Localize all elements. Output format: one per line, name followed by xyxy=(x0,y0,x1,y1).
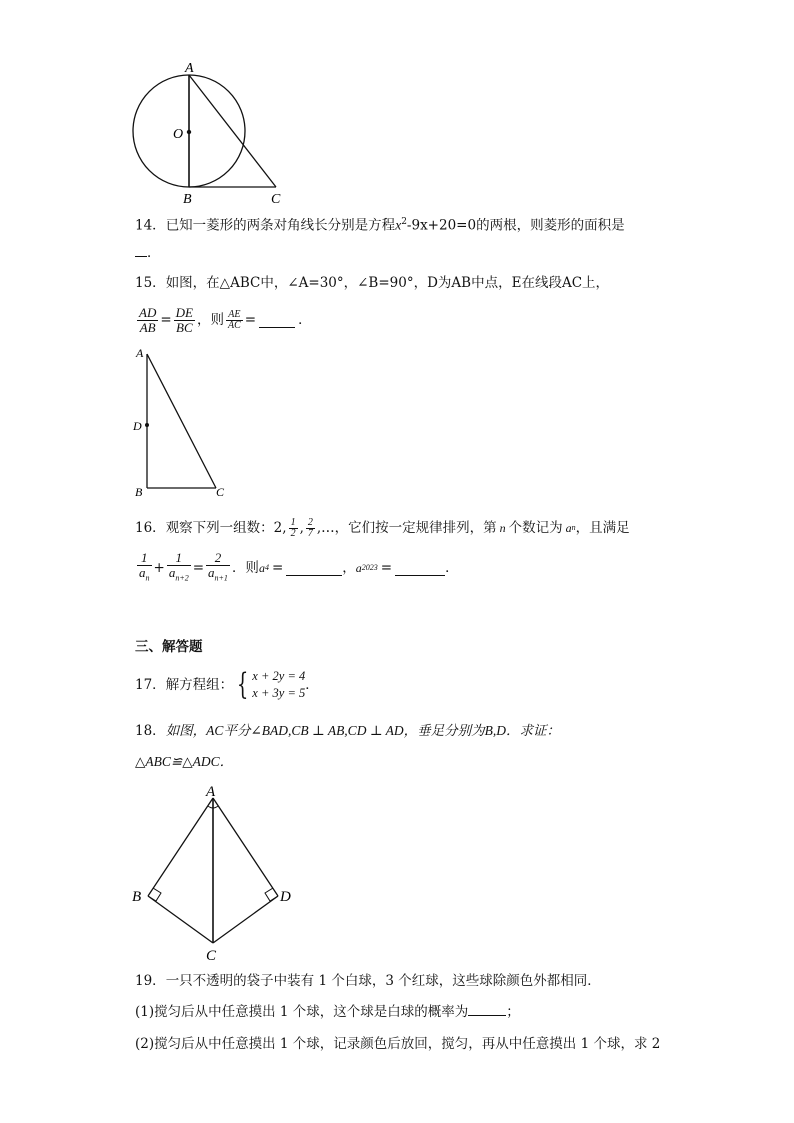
question-17 xyxy=(135,665,319,705)
q15-eq1: = xyxy=(160,312,172,328)
right-angle-b xyxy=(148,888,161,901)
q16-frac-1-an2: $\frac{1}{a_{n+2}}$ xyxy=(168,549,189,583)
q17-end: ． xyxy=(305,677,319,693)
q15-end: ． xyxy=(298,312,312,328)
side-ab xyxy=(148,798,213,896)
q15-eq2: = xyxy=(244,312,257,328)
label-b: B xyxy=(135,485,143,499)
q16-a-sub: n xyxy=(571,523,576,532)
q16-frac-1-2: $\frac{1}{2}$ xyxy=(290,516,296,539)
q16-eq: = xyxy=(192,560,205,576)
q17-eq1: x + 2y = 4 xyxy=(252,669,306,683)
q14-eq-rest: -9x+20=0 xyxy=(406,217,477,234)
q19-text: 一只不透明的袋子中装有 1 个白球，3 个红球，这些球除颜色外都相同． xyxy=(165,973,601,989)
q16-then: ．则 xyxy=(231,560,259,576)
q19-p1: (1)搅匀后从中任意摸出 1 个球，这个球是白球的概率为 xyxy=(135,1004,469,1020)
q14-eq-exp: 2 xyxy=(401,217,407,227)
side-dc xyxy=(213,896,278,943)
segment-ac xyxy=(189,75,276,187)
q16-ellipsis: ,… xyxy=(316,520,335,536)
side-bc xyxy=(148,896,213,943)
label-c: C xyxy=(216,485,225,499)
q19-part1 xyxy=(135,1001,520,1022)
q14-end: ． xyxy=(147,245,161,261)
q16-eqs: = xyxy=(271,560,284,576)
label-d: D xyxy=(133,419,142,433)
q16-frac-2-an1: $\frac{2}{a_{n+1}}$ xyxy=(208,549,228,583)
q14-text2: 的两根，则菱形的面积是 xyxy=(476,217,625,234)
question-18 xyxy=(135,721,560,741)
q16-end: ． xyxy=(445,560,459,576)
q18-number: 18． xyxy=(135,723,166,739)
q16-n: n xyxy=(499,521,506,535)
q16-relation-line xyxy=(135,548,459,588)
q16-text2: ，它们按一定规律排列，第 xyxy=(334,520,497,536)
q15-equation-line xyxy=(135,302,312,338)
q19-blank[interactable] xyxy=(468,1001,506,1016)
q14-answer-line xyxy=(135,242,161,263)
label-a: A xyxy=(136,346,144,360)
label-b: B xyxy=(132,889,142,905)
q17-brace: { xyxy=(237,667,249,702)
q16-frac-2-7: $\frac{2}{7}$ xyxy=(307,516,313,539)
triangle-figure xyxy=(128,344,238,500)
q18-line2: △ABC≌△ADC． xyxy=(135,754,234,769)
q16-blank-a2023[interactable] xyxy=(395,561,445,576)
q16-a2023: a xyxy=(355,561,362,575)
point-d xyxy=(145,423,149,427)
q16-text1: 观察下列一组数：2, xyxy=(165,520,287,536)
q16-text4: ，且满足 xyxy=(575,520,630,536)
label-a: A xyxy=(185,61,194,76)
q19-number: 19． xyxy=(135,973,166,989)
q16-a4-sub: 4 xyxy=(264,563,269,572)
q14-eq-x: x xyxy=(395,217,402,233)
label-c: C xyxy=(271,192,281,207)
q16-a2023-sub: 2023 xyxy=(361,563,378,572)
label-a: A xyxy=(206,784,216,800)
q17-text: 解方程组： xyxy=(165,677,234,693)
q16-sep: ， xyxy=(342,560,356,576)
q16-a: a xyxy=(565,521,572,535)
q16-text3: 个数记为 xyxy=(508,520,563,536)
kite-figure xyxy=(128,780,298,962)
q16-number: 16． xyxy=(135,520,166,536)
q16-frac-1-an: $\frac{1}{a_n}$ xyxy=(139,549,150,583)
circle-figure xyxy=(125,58,295,210)
label-o: O xyxy=(173,127,184,142)
q15-frac-de-bc: $\frac{DE}{BC}$ xyxy=(175,304,193,335)
q14-blank[interactable] xyxy=(135,242,147,257)
q19-p1-end: ； xyxy=(506,1004,520,1020)
q15-blank[interactable] xyxy=(259,313,295,328)
right-angle-d xyxy=(265,888,278,901)
label-d: D xyxy=(280,889,291,905)
q18-text: 如图，AC平分∠BAD,CB ⊥ AB,CD ⊥ AD，垂足分别为B,D．求证： xyxy=(165,723,561,738)
q14-text: 已知一菱形的两条对角线长分别是方程 xyxy=(165,217,396,234)
q19-part2: (2)搅匀后从中任意摸出 1 个球，记录颜色后放回，搅匀，再从中任意摸出 1 个球，求 2 xyxy=(135,1036,661,1052)
q16-comma: , xyxy=(299,520,304,536)
q17-eq2: x + 3y = 5 xyxy=(252,686,306,700)
question-14 xyxy=(135,212,625,236)
q15-frac-ad-ab: $\frac{AD}{AB}$ xyxy=(139,304,157,335)
label-b: B xyxy=(183,192,192,207)
q16-a4: a xyxy=(258,561,265,575)
q15-line1: 如图，在△ABC中，∠A=30°，∠B=90°，D为AB中点，E在线段AC上， xyxy=(165,275,610,291)
side-ad xyxy=(213,798,278,896)
question-16 xyxy=(135,512,630,544)
q14-number: 14． xyxy=(135,217,166,234)
q16-blank-a4[interactable] xyxy=(286,561,342,576)
q15-frac-ae-ac: $\frac{AE}{AC}$ xyxy=(228,308,241,331)
q17-system xyxy=(252,668,305,702)
question-19 xyxy=(135,971,601,991)
q16-eqs2: = xyxy=(380,560,393,576)
center-point xyxy=(187,130,191,134)
question-15 xyxy=(135,273,609,293)
side-ac xyxy=(147,354,216,488)
label-c: C xyxy=(206,948,217,962)
q15-number: 15． xyxy=(135,275,166,291)
q16-plus: + xyxy=(153,560,165,576)
section-heading: 三、解答题 xyxy=(135,639,203,655)
q15-then: ，则 xyxy=(197,312,224,328)
q17-number: 17． xyxy=(135,677,166,693)
